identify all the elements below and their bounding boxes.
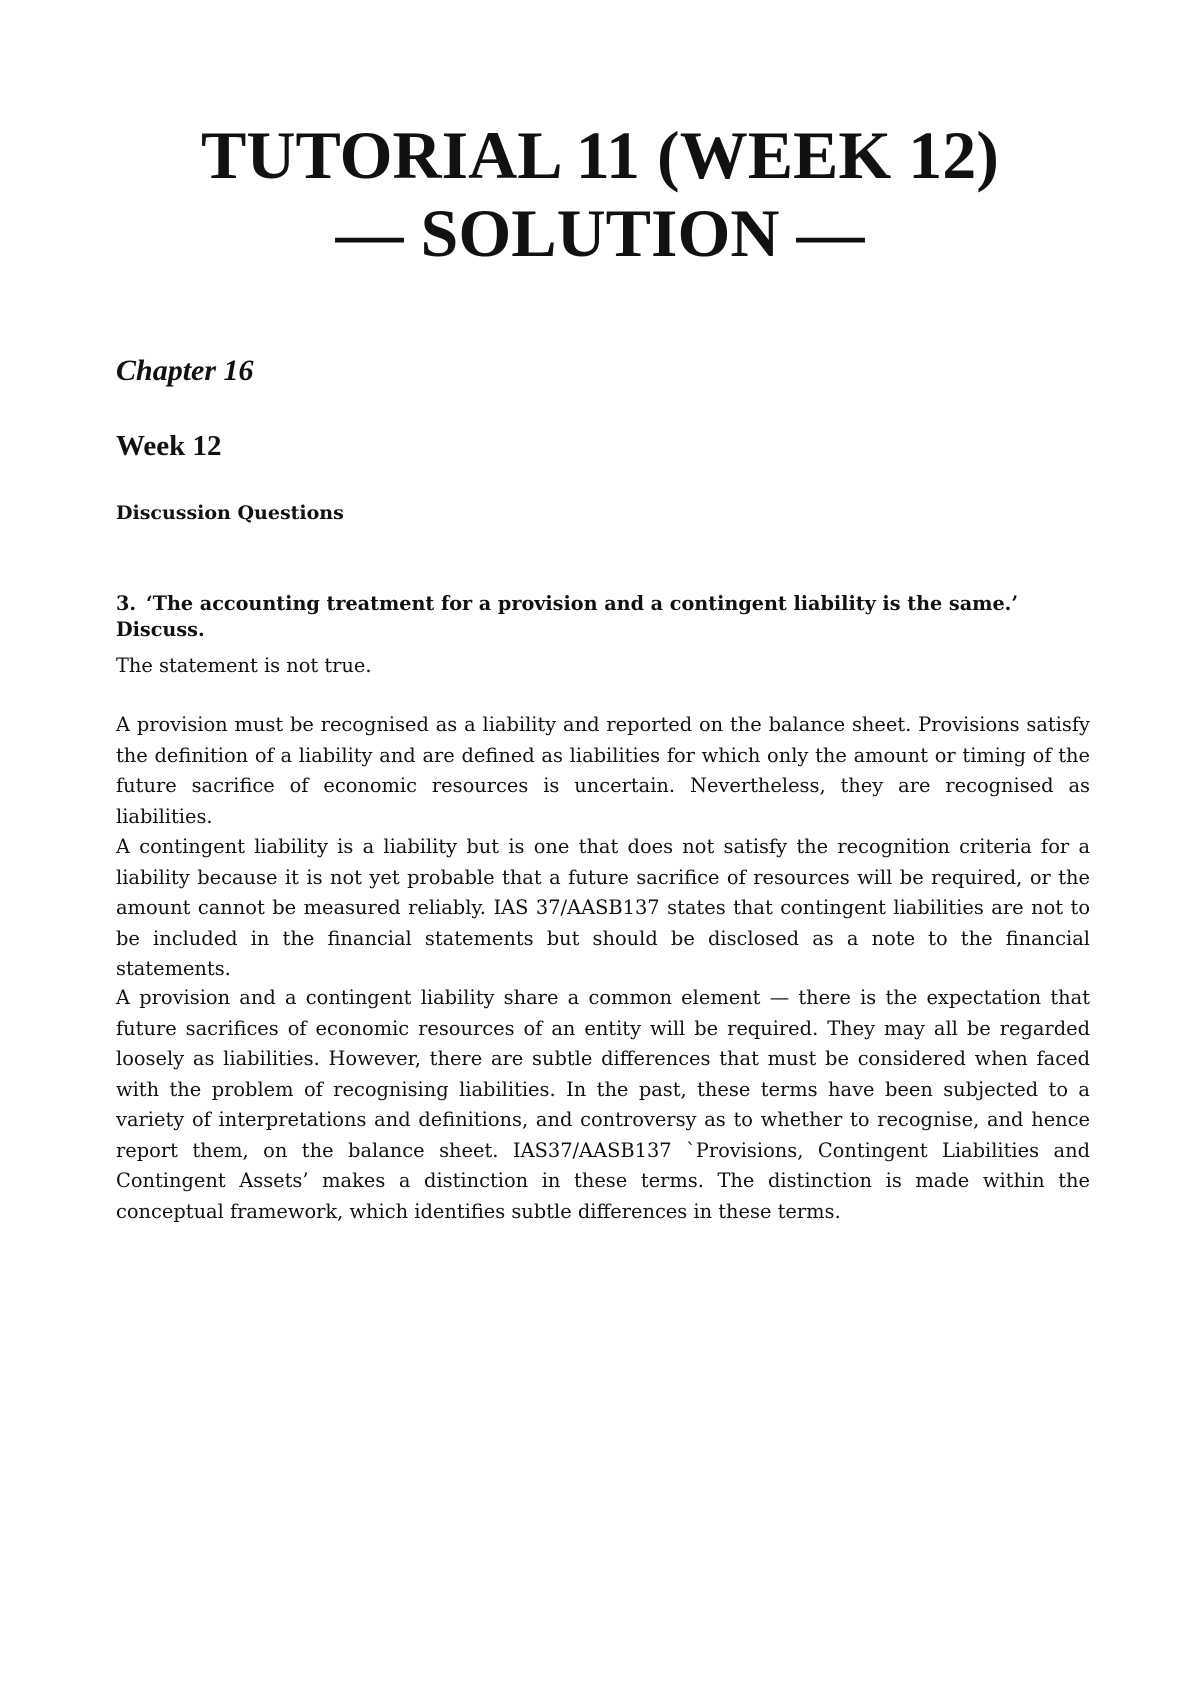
chapter-heading: Chapter 16 <box>116 354 254 387</box>
question-number: 3. <box>116 592 137 615</box>
answer-paragraph-4: A provision and a contingent liability share a common element — there is the expectation that future sacrifices of economic resources of an entity will be required. They may all be regarded loosely as liabilities. However, there are subtle differences that must be considered when faced with the problem of recognising liabilities. In the past, these terms have been subjected to a variety of interpretations and definitions, and controversy as to whether to recognise, and hence report them, on the balance sheet. IAS37/AASB137 `Provisions, Contingent Liabilities and Contingent Assets’ makes a distinction in these terms. The distinction is made within the conceptual framework, which identifies subtle differences in these terms. <box>116 986 1090 1223</box>
document-title-line-2: — SOLUTION — <box>335 195 865 271</box>
section-heading: Discussion Questions <box>116 502 344 524</box>
week-heading: Week 12 <box>116 430 222 462</box>
question-text: ‘The accounting treatment for a provision and a contingent liability is the same.’ Discuss. <box>116 592 1019 641</box>
answer-paragraph-2: A provision must be recognised as a liability and reported on the balance sheet. Provisions satisfy the definition of a liability and are defined as liabilities for which only the amount or timing of the future sacrifice of economic resources is uncertain. Nevertheless, they are recognised as liabilities. <box>116 713 1090 828</box>
answer-paragraph-3: A contingent liability is a liability but is one that does not satisfy the recognition criteria for a liability because it is not yet probable that a future sacrifice of resources will be required, or the amount cannot be measured reliably. IAS 37/AASB137 states that contingent liabilities are not to be included in the financial statements but should be disclosed as a note to the financial statements. <box>116 835 1090 980</box>
document-title-line-1: TUTORIAL 11 (WEEK 12) <box>201 117 999 193</box>
answer-paragraph-1: The statement is not true. <box>116 654 372 677</box>
question-3 <box>116 591 1090 643</box>
